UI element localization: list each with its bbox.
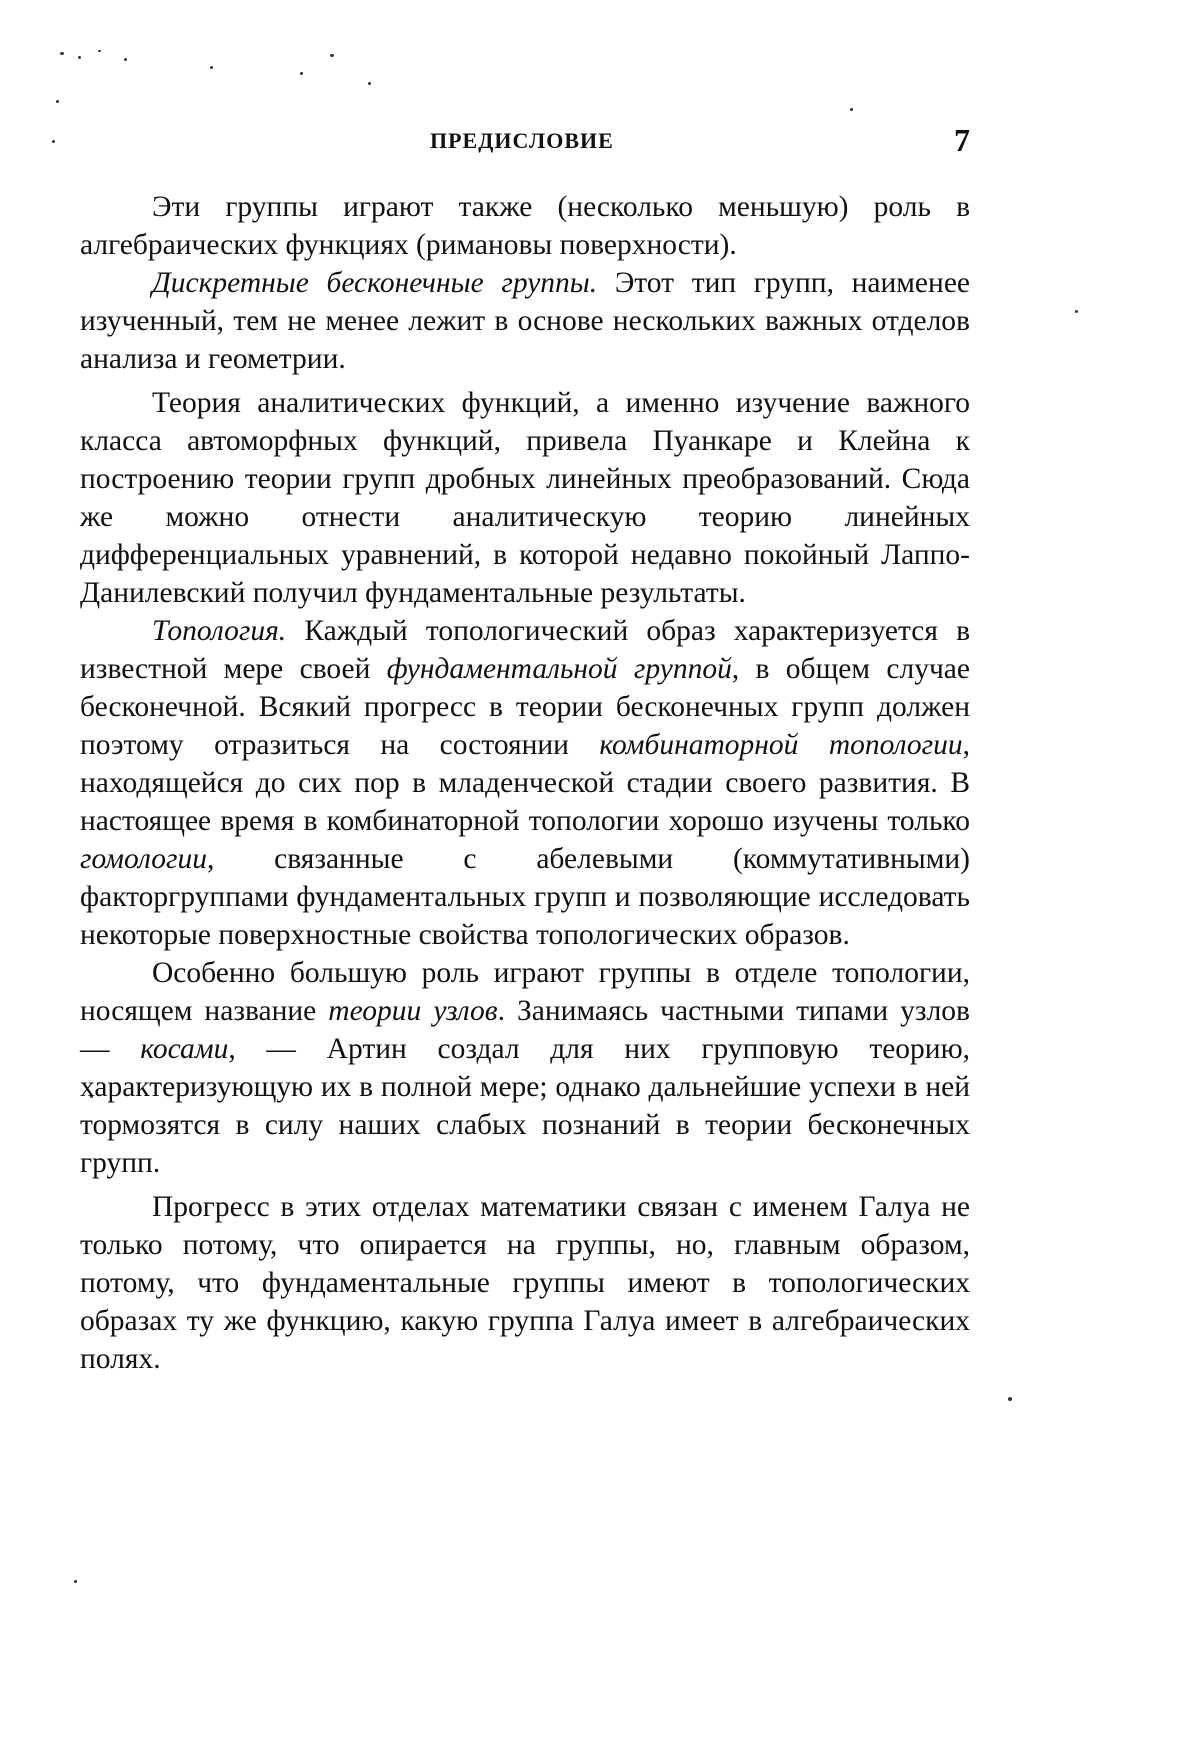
paragraph-text: Теория аналитических функций, а именно изучение важного класса автоморфных функций, привела Пуанкаре и Клейна к построению теории групп дробных линейных преобразований. Сюда же можно отнести аналитическую теорию линейных дифференциальных уравнений, в которой недавно покойный Лаппо-Данилевский получил фундаментальные результаты. xyxy=(80,387,970,609)
paragraph-text: . Занимаясь частными типами узлов — xyxy=(80,995,970,1065)
paragraph xyxy=(80,612,970,954)
italic-term: комбинаторной топологии xyxy=(599,729,963,761)
italic-term: теории узлов xyxy=(328,995,498,1027)
paragraph xyxy=(80,1188,970,1378)
paragraph xyxy=(80,384,970,612)
running-title: ПРЕДИСЛОВИЕ xyxy=(430,128,614,153)
paragraph-text: Прогресс в этих отделах математики связан с именем Галуа не только потому, что опирается на группы, но, главным образом, потому, что фундаментальные группы имеют в топологических образах ту же функцию, какую группа Галуа имеет в алгебраических полях. xyxy=(80,1191,970,1375)
italic-term: гомологии xyxy=(80,843,207,875)
paragraph xyxy=(80,264,970,378)
paragraph xyxy=(80,188,970,264)
paragraph-text: Особенно большую роль играют группы в отделе топологии, носящем название xyxy=(80,957,970,1027)
page-header xyxy=(80,122,980,162)
paragraph-text: Эти группы играют также (несколько меньшую) роль в алгебраических функциях (римановы поверхности). xyxy=(80,191,970,261)
page-number: 7 xyxy=(954,122,970,158)
paragraph-text: Каждый топологический образ характеризуется в известной мере своей xyxy=(80,615,970,685)
paragraph-text: , в общем случае бесконечной. Всякий прогресс в теории бесконечных групп должен поэтому отразиться на состоянии xyxy=(80,653,970,761)
italic-heading: Топология. xyxy=(152,615,287,647)
paragraph-text: , — Артин создал для них групповую теорию, характеризующую их в полной мере; однако дальнейшие успехи в ней тормозятся в силу наших слабых познаний в теории бесконечных групп. xyxy=(80,1033,971,1179)
italic-term: косами xyxy=(140,1033,229,1065)
paragraph xyxy=(80,954,970,1182)
italic-heading: Дискретные бесконечные группы. xyxy=(152,267,598,299)
italic-term: фундаментальной группой xyxy=(386,653,732,685)
body-text xyxy=(80,188,970,1378)
paragraph-text: , связанные с абелевыми (коммутативными) факторгруппами фундаментальных групп и позволяющие исследовать некоторые поверхностные свойства топологических образов. xyxy=(80,843,970,951)
paragraph-text: Этот тип групп, наименее изученный, тем не менее лежит в основе нескольких важных отделов анализа и геометрии. xyxy=(80,267,971,375)
paragraph-text: , находящейся до сих пор в младенческой стадии своего развития. В настоящее время в комбинаторной топологии хорошо изучены только xyxy=(80,729,970,837)
